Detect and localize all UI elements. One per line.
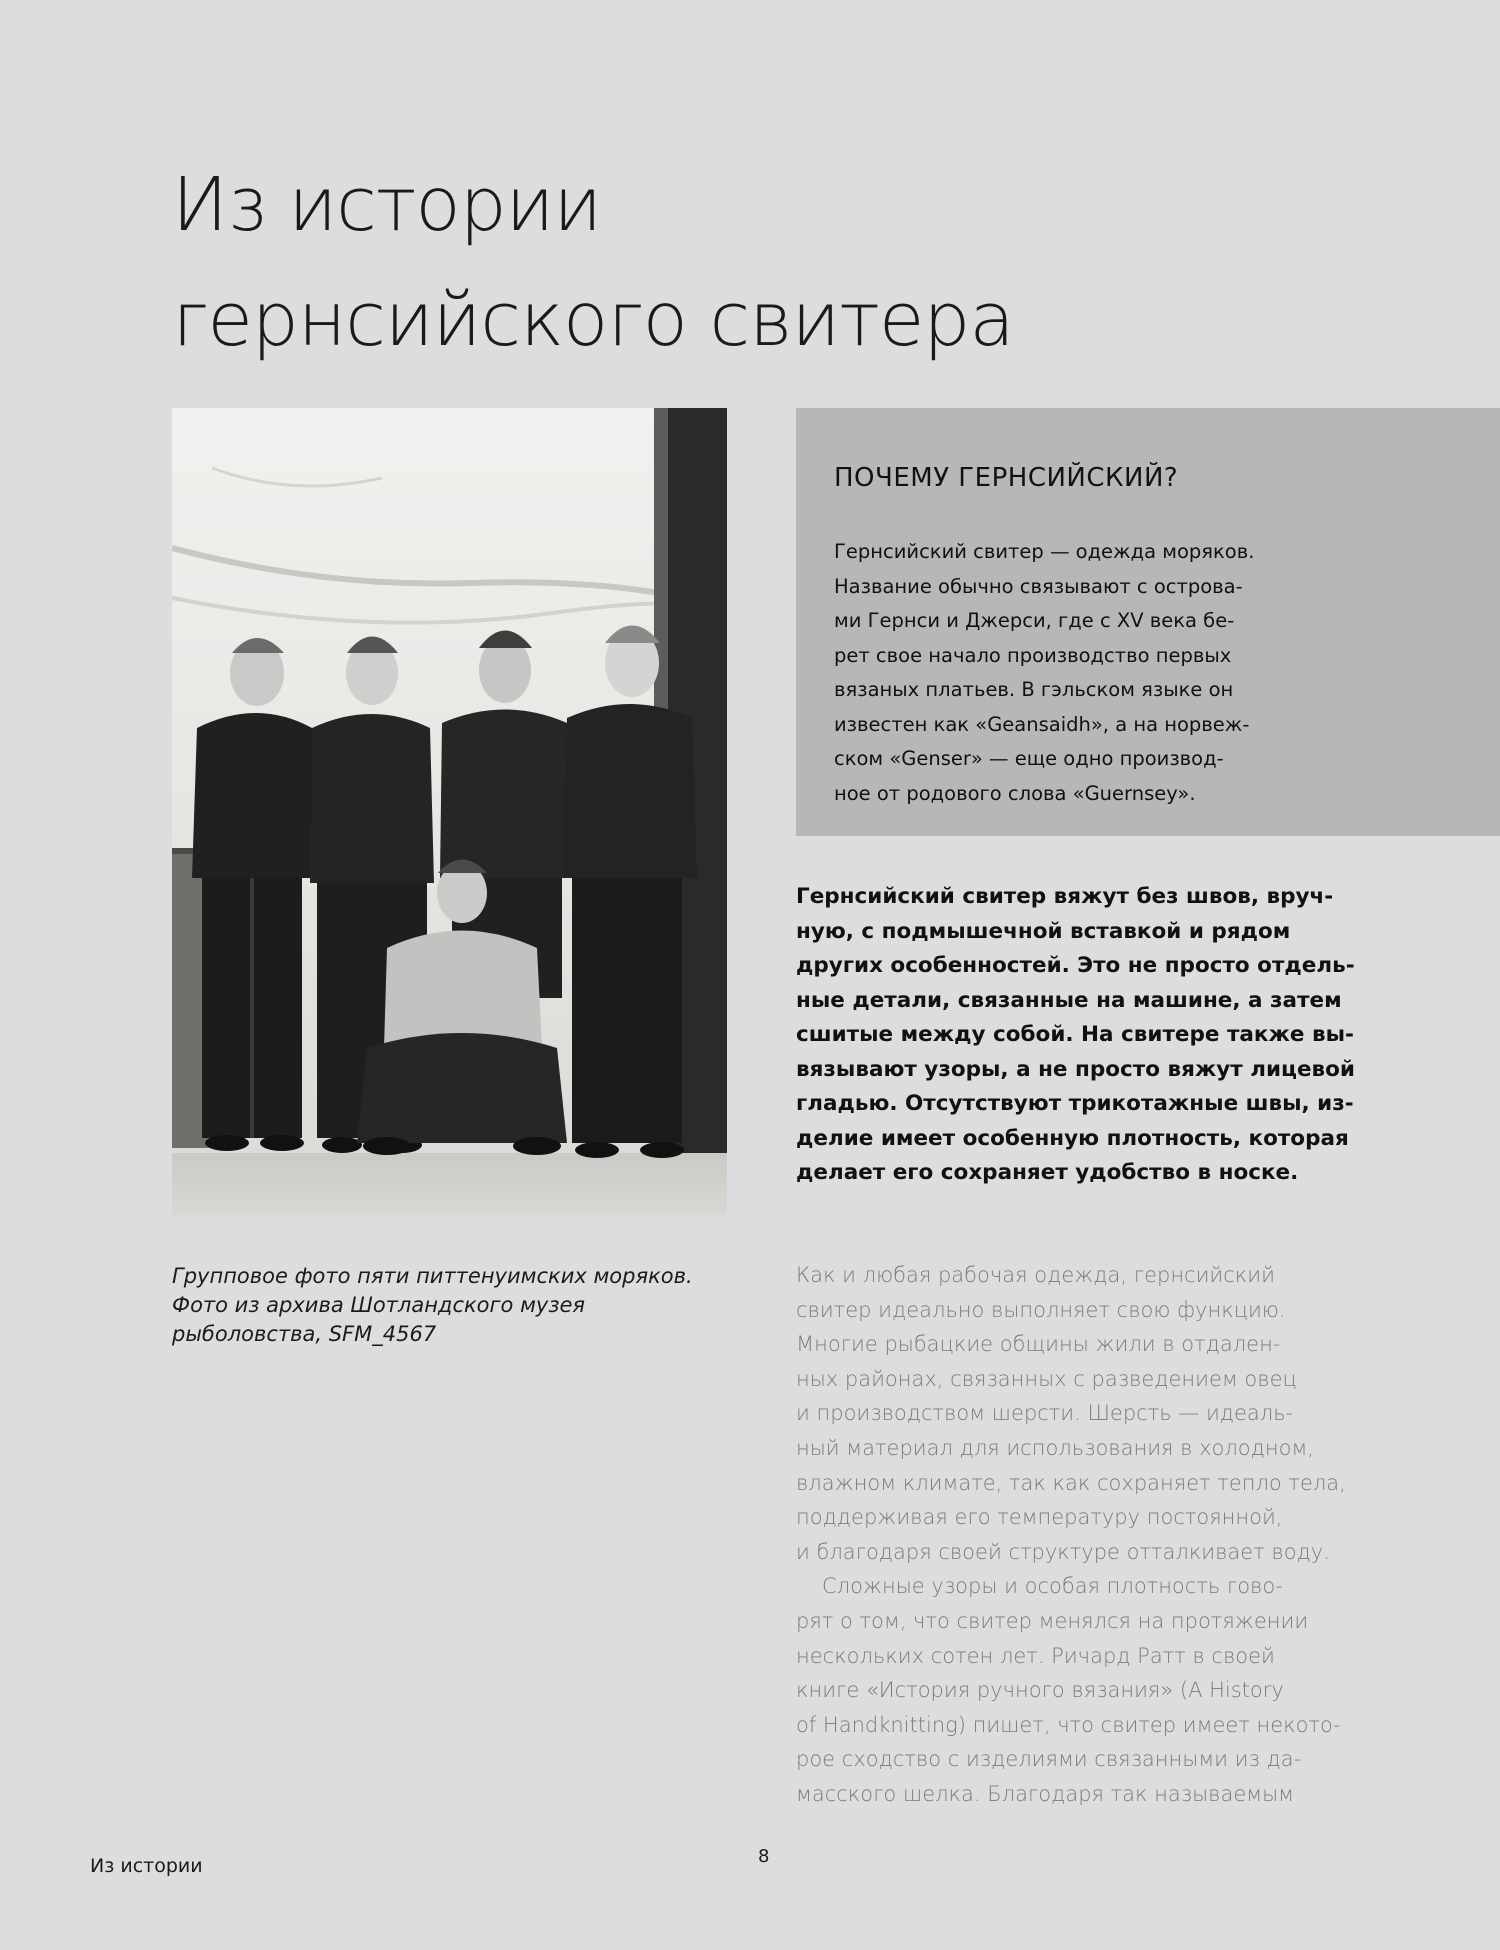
lead-line: делает его сохраняет удобство в носке. xyxy=(796,1160,1299,1185)
sailors-photo-image xyxy=(172,408,727,1215)
sidebar-line: рет свое начало производство первых xyxy=(834,643,1232,667)
sidebar-heading: ПОЧЕМУ ГЕРНСИЙСКИЙ? xyxy=(834,463,1179,493)
sidebar-box xyxy=(796,408,1500,836)
lead-line: вязывают узоры, а не просто вяжут лицевой xyxy=(796,1056,1355,1082)
body-line: Как и любая рабочая одежда, гернсийский xyxy=(796,1263,1275,1287)
body-line: влажном климате, так как сохраняет тепло тела, xyxy=(796,1470,1346,1495)
body-line: масского шелка. Благодаря так называемым xyxy=(796,1781,1295,1806)
sidebar-line: ми Гернси и Джерси, где с XV века бе- xyxy=(834,609,1235,632)
sidebar-line: Гернсийский свитер — одежда моряков. xyxy=(834,540,1255,563)
page-title xyxy=(172,148,1014,378)
body-line: рят о том, что свитер менялся на протяжении xyxy=(796,1608,1309,1633)
caption-line: Фото из архива Шотландского музея xyxy=(172,1293,586,1317)
body-line: рое сходство с изделиями связанными из да- xyxy=(796,1747,1302,1772)
photo-caption xyxy=(172,1262,732,1349)
page-number: 8 xyxy=(758,1846,770,1867)
sidebar-text xyxy=(834,535,1254,811)
body-line: нескольких сотен лет. Ричард Ратт в своей xyxy=(796,1643,1275,1668)
lead-line: сшитые между собой. На свитере также вы- xyxy=(796,1022,1354,1047)
body-line: ный материал для использования в холодном, xyxy=(796,1435,1314,1460)
body-line: Сложные узоры и особая плотность гово- xyxy=(822,1574,1283,1599)
lead-line: ную, с подмышечной вставкой и рядом xyxy=(796,918,1291,944)
lead-paragraph xyxy=(796,880,1355,1191)
sidebar-line: Название обычно связывают с острова- xyxy=(834,574,1243,598)
running-footer: Из истории xyxy=(90,1855,203,1877)
title-line-1: Из истории xyxy=(172,162,602,248)
title-line-2: гернсийского свитера xyxy=(172,277,1014,363)
body-line: Многие рыбацкие общины жили в отдален- xyxy=(796,1332,1281,1357)
body-line: of Handknitting) пишет, что свитер имеет некото- xyxy=(796,1712,1341,1737)
sidebar-line: ском «Genser» — еще одно производ- xyxy=(834,747,1224,770)
lead-line: ные детали, связанные на машине, а затем xyxy=(796,987,1342,1013)
sailors-photo xyxy=(172,408,727,1215)
body-line: книге «История ручного вязания» (A History xyxy=(796,1678,1284,1703)
sidebar-line: известен как «Geansaidh», а на норвеж- xyxy=(834,712,1250,736)
body-text xyxy=(796,1258,1346,1812)
body-line: и благодаря своей структуре отталкивает воду. xyxy=(796,1539,1330,1564)
lead-line: Гернсийский свитер вяжут без швов, вруч- xyxy=(796,884,1334,909)
body-line: поддерживая его температуру постоянной, xyxy=(796,1505,1283,1530)
lead-line: других особенностей. Это не просто отдель- xyxy=(796,953,1355,978)
lead-line: делие имеет особенную плотность, которая xyxy=(796,1125,1349,1151)
body-line: ных районах, связанных с разведением овец xyxy=(796,1366,1297,1391)
sidebar-line: вязаных платьев. В гэльском языке он xyxy=(834,678,1234,701)
lead-line: гладью. Отсутствуют трикотажные швы, из- xyxy=(796,1091,1354,1116)
sidebar-line: ное от родового слова «Guernsey». xyxy=(834,781,1196,805)
caption-line: Групповое фото пяти питтенуимских моряков. xyxy=(172,1264,693,1288)
body-line: свитер идеально выполняет свою функцию. xyxy=(796,1297,1286,1322)
body-line: и производством шерсти. Шерсть — идеаль- xyxy=(796,1401,1294,1426)
caption-line: рыболовства, SFM_4567 xyxy=(172,1322,437,1346)
